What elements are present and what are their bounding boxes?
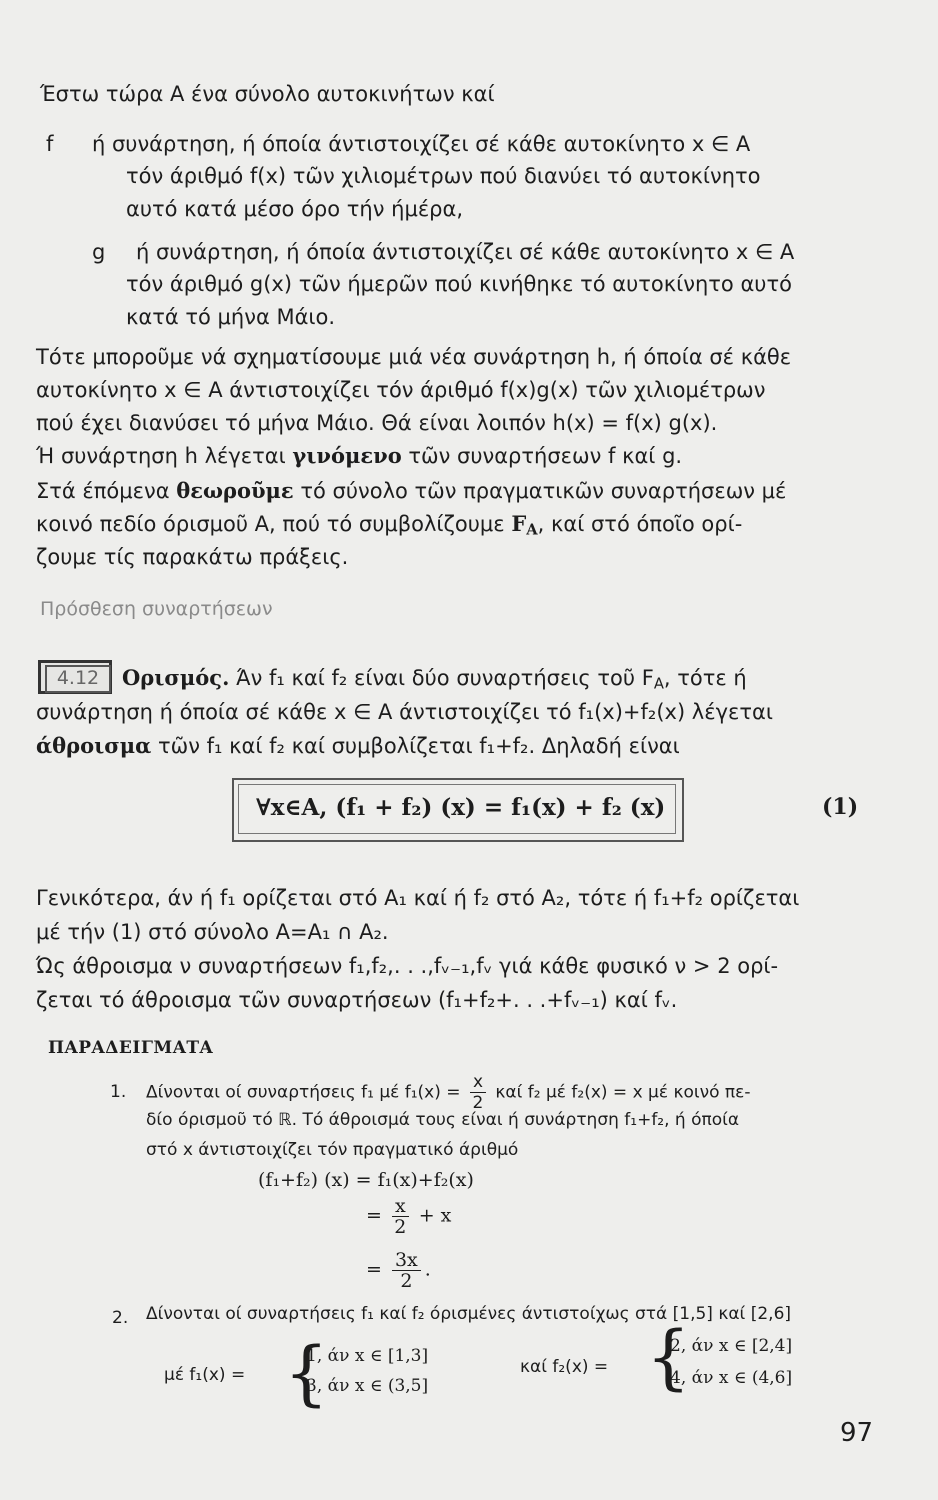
f2-case-2: 4, άν x ∈ (4,6] xyxy=(670,1368,793,1388)
example-1-line-1: Δίνονται οί συναρτήσεις f₁ μέ f₁(x) = $\frac{x}{2}$ καί f₂ μέ f₂(x) = x μέ κοινό πε- xyxy=(146,1072,751,1113)
example-1-line-2: δίο όρισμοῦ τό ℝ. Τό άθροισμά τους είναι ή συνάρτηση f₁+f₂, ή όποία xyxy=(146,1110,740,1130)
page-number: 97 xyxy=(840,1418,874,1448)
g-def-line-2: τόν άριθμό g(x) τῶν ήμερῶν πού κινήθηκε τό αυτοκίνητο αυτό xyxy=(126,272,792,296)
examples-title: ΠΑΡΑΔΕΙΓΜΑΤΑ xyxy=(48,1038,214,1058)
example-1-eq-2: = $\frac{x}{2}$ + x xyxy=(366,1195,452,1238)
example-1-eq-1: (f₁+f₂) (x) = f₁(x)+f₂(x) xyxy=(258,1169,474,1191)
para-line-3: πού έχει διανύσει τό μήνα Μάιο. Θά είναι λοιπόν h(x) = f(x) g(x). xyxy=(36,411,718,435)
section-heading: Πρόσθεση συναρτήσεων xyxy=(40,598,273,620)
f-def-line-1: ή συνάρτηση, ή όποία άντιστοιχίζει σέ κάθε αυτοκίνητο x ∈ A xyxy=(92,132,751,156)
definition-badge: 4.12 xyxy=(38,660,112,694)
general-line-1: Γενικότερα, άν ή f₁ ορίζεται στό A₁ καί ή f₂ στό A₂, τότε ή f₁+f₂ ορίζεται xyxy=(36,886,800,910)
general-line-2: μέ τήν (1) στό σύνολο A=A₁ ∩ A₂. xyxy=(36,920,389,944)
example-1-number: 1. xyxy=(110,1082,127,1102)
f2-case-1: 2, άν x ∈ [2,4] xyxy=(670,1336,793,1356)
left-brace-2: { xyxy=(646,1316,691,1398)
para-line-6: κοινό πεδίο όρισμοῦ A, πού τό συμβολίζουμε $F_A$, καί στό όποῖο ορί- xyxy=(36,511,743,539)
term-sum: άθροισμα xyxy=(36,733,152,758)
f-symbol: f xyxy=(46,132,54,156)
equation-number: (1) xyxy=(822,794,859,820)
definition-line-3: άθροισμα τῶν f₁ καί f₂ καί συμβολίζεται f₁+f₂. Δηλαδή είναι xyxy=(36,733,680,758)
sum-formula: ∀x∈A, (f₁ + f₂) (x) = f₁(x) + f₂ (x) xyxy=(256,794,666,821)
example-2-number: 2. xyxy=(112,1308,129,1328)
para-line-7: ζουμε τίς παρακάτω πράξεις. xyxy=(36,545,349,569)
definition-label: Ορισμός. xyxy=(122,665,230,690)
definition-line-2: συνάρτηση ή όποία σέ κάθε x ∈ A άντιστοιχίζει τό f₁(x)+f₂(x) λέγεται xyxy=(36,700,773,724)
para-line-1: Τότε μποροῦμε νά σχηματίσουμε μιά νέα συνάρτηση h, ή όποία σέ κάθε xyxy=(36,345,792,369)
para-line-2: αυτοκίνητο x ∈ A άντιστοιχίζει τόν άριθμό f(x)g(x) τῶν χιλιομέτρων xyxy=(36,378,766,402)
example-1-eq-3: = $\frac{3x}{2}$ . xyxy=(366,1249,431,1292)
g-symbol: g xyxy=(92,240,106,264)
intro-line: Έστω τώρα A ένα σύνολο αυτοκινήτων καί xyxy=(40,82,495,106)
general-line-4: ζεται τό άθροισμα τῶν συναρτήσεων (f₁+f₂+. . .+fᵥ₋₁) καί fᵥ. xyxy=(36,988,678,1012)
example-2-line-1: Δίνονται οί συναρτήσεις f₁ καί f₂ όρισμένες άντιστοίχως στά [1,5] καί [2,6] xyxy=(146,1304,792,1324)
general-line-3: Ώς άθροισμα ν συναρτήσεων f₁,f₂,. . .,fᵥ₋₁,fᵥ γιά κάθε φυσικό ν > 2 ορί- xyxy=(36,954,779,978)
g-def-line-1: ή συνάρτηση, ή όποία άντιστοιχίζει σέ κάθε αυτοκίνητο x ∈ A xyxy=(136,240,795,264)
f-def-line-3: αυτό κατά μέσο όρο τήν ήμέρα, xyxy=(126,197,464,221)
left-brace-1: { xyxy=(284,1332,329,1414)
example-2-f2-label: καί f₂(x) = xyxy=(520,1357,609,1377)
f-def-line-2: τόν άριθμό f(x) τῶν χιλιομέτρων πού διανύει τό αυτοκίνητο xyxy=(126,164,761,188)
definition-line-1: Ορισμός. Άν f₁ καί f₂ είναι δύο συναρτήσεις τοῦ $F_A$, τότε ή xyxy=(122,665,747,693)
f1-case-1: 1, άν x ∈ [1,3] xyxy=(306,1346,429,1366)
term-product: γινόμενο xyxy=(292,443,402,468)
example-2-f1-label: μέ f₁(x) = xyxy=(164,1365,246,1385)
f1-case-2: 3, άν x ∈ (3,5] xyxy=(306,1376,429,1396)
example-1-line-3: στό x άντιστοιχίζει τόν πραγματικό άριθμό xyxy=(146,1140,519,1160)
fraction-x-over-2: $\frac{x}{2}$ xyxy=(470,1072,486,1113)
para-line-5: Στά έπόμενα θεωροῦμε τό σύνολο τῶν πραγματικῶν συναρτήσεων μέ xyxy=(36,478,787,503)
g-def-line-3: κατά τό μήνα Μάιο. xyxy=(126,305,336,329)
para-line-4: Ή συνάρτηση h λέγεται γινόμενο τῶν συναρτήσεων f καί g. xyxy=(36,443,683,468)
